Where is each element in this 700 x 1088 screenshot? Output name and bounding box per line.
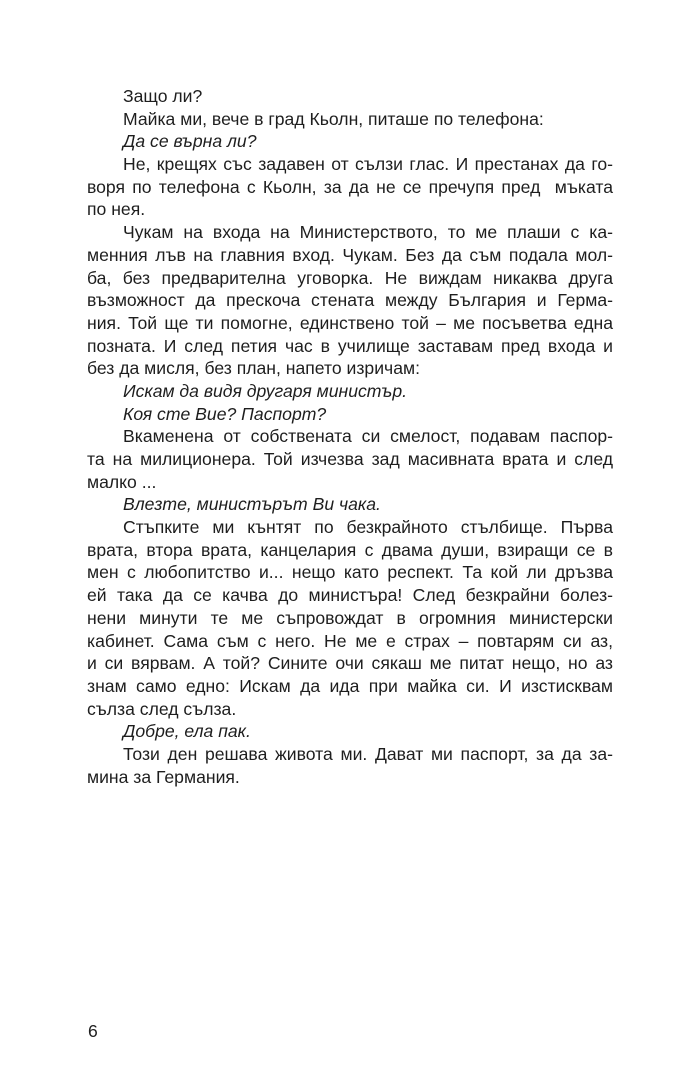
dialogue-line: Искам да видя другаря министър.: [123, 380, 408, 401]
text-line: та на милиционера. Той изчезва зад масивната врата и след: [87, 449, 613, 469]
text-line: и си вярвам. А той? Сините очи сякаш ме питат нещо, но аз: [87, 653, 613, 674]
text-line: воря по телефона с Кьолн, за да не се пречупя пред мъката: [87, 176, 613, 197]
text-line: възможност да прескоча стената между България и Герма-: [87, 290, 613, 311]
text-line: Този ден решава живота ми. Дават ми паспорт, за да за-: [123, 743, 613, 764]
text-line: мен с любопитство и... нещо като респект. Та кой ли дръзва: [87, 562, 613, 583]
text-line: Защо ли?: [123, 86, 203, 106]
text-line: кабинет. Сама съм с него. Не ме е страх – повтарям си аз,: [87, 630, 613, 651]
text-line: ей така да се качва до министъра! След безкрайни болез-: [87, 585, 613, 606]
text-line: Не, крещях със задавен от сълзи глас. И престанах да го-: [123, 154, 613, 175]
dialogue-line: Да се върна ли?: [123, 131, 257, 152]
text-line: позната. И след петия час в училище заставам пред входа и: [87, 335, 613, 356]
text-line: по нея.: [87, 199, 146, 220]
dialogue-line: Коя сте Вие? Паспорт?: [123, 403, 327, 424]
text-line: Вкаменена от собствената си смелост, подавам паспор-: [123, 426, 613, 447]
text-line: нени минути те ме съпровождат в огромния министерски: [87, 607, 613, 628]
page-number: 6: [88, 1021, 98, 1041]
text-line: знам само едно: Искам да ида при майка си. И изстисквам: [87, 675, 613, 696]
text-line: сълза след сълза.: [87, 698, 237, 719]
text-line: мина за Германия.: [87, 766, 240, 787]
text-line: Майка ми, вече в град Кьолн, питаше по телефона:: [123, 108, 544, 129]
text-line: ния. Той ще ти помогне, единствено той – ме посъветва една: [87, 312, 613, 333]
text-line: врата, втора врата, канцелария с двама души, взиращи се в: [87, 539, 613, 560]
text-line: менния лъв на главния вход. Чукам. Без да съм подала мол-: [87, 244, 613, 265]
text-line: Чукам на входа на Министерството, то ме плаши с ка-: [123, 222, 613, 243]
text-line: малко ...: [87, 471, 157, 492]
dialogue-line: Влезте, министърът Ви чака.: [123, 494, 381, 515]
text-line: без да мисля, без план, напето изричам:: [87, 358, 420, 379]
page-body: [87, 85, 613, 788]
text-line: Стъпките ми кънтят по безкрайното стълбище. Първа: [123, 517, 613, 538]
text-line: ба, без предварителна уговорка. Не виждам никаква друга: [87, 267, 613, 288]
dialogue-line: Добре, ела пак.: [123, 721, 251, 742]
